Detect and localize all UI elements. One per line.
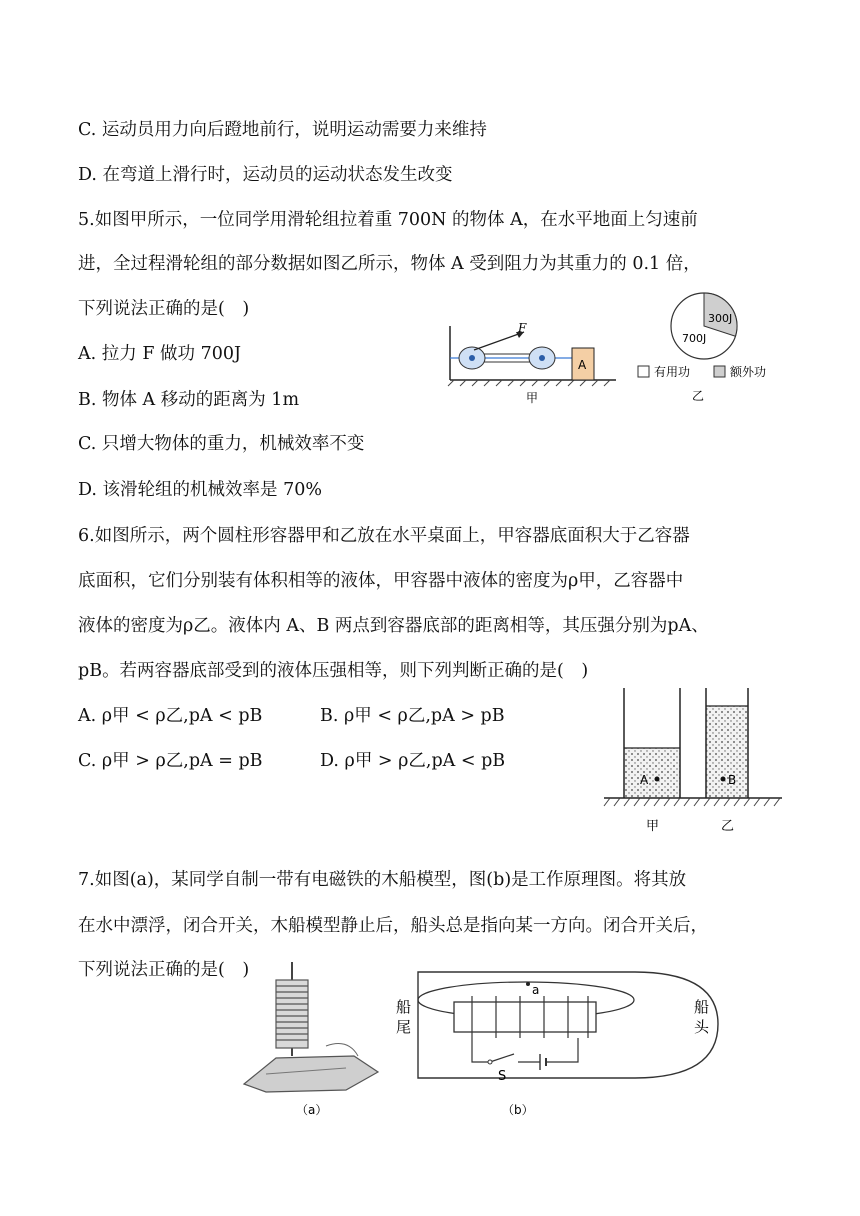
q5-option-d: D. 该滑轮组的机械效率是 70%	[78, 480, 322, 500]
boat-circuit-figure	[392, 962, 728, 1122]
work-pie-figure	[632, 292, 792, 404]
q5-option-a: A. 拉力 F 做功 700J	[78, 344, 242, 364]
legend-extra-label: 额外功	[730, 365, 767, 379]
q6-option-c: C. ρ甲 > ρ乙,pA = pB	[78, 751, 263, 771]
block-a-label: A	[578, 358, 587, 372]
q6-stem-line-3: 液体的密度为ρ乙。液体内 A、B 两点到容器底部的距离相等，其压强分别为pA、	[78, 616, 709, 636]
figure-b-caption: （b）	[502, 1103, 534, 1117]
point-a-label: A	[640, 773, 649, 787]
q5-stem-line-3: 下列说法正确的是( )	[78, 299, 250, 319]
point-b-label: B	[728, 773, 737, 787]
q5-stem-line-1: 5.如图甲所示，一位同学用滑轮组拉着重 700N 的物体 A，在水平地面上匀速前	[78, 210, 698, 230]
q7-stem-line-1: 7.如图(a)，某同学自制一带有电磁铁的木船模型，图(b)是工作原理图。将其放	[78, 870, 687, 890]
q6-stem-line-4: pB。若两容器底部受到的液体压强相等，则下列判断正确的是( )	[78, 661, 589, 681]
stern-label-1: 船	[396, 998, 412, 1016]
boat-model-figure	[236, 960, 396, 1120]
bow-label-1: 船	[694, 998, 710, 1016]
q6-stem-line-1: 6.如图所示，两个圆柱形容器甲和乙放在水平桌面上，甲容器底面积大于乙容器	[78, 526, 690, 546]
legend-useful-swatch	[638, 366, 649, 377]
q4-option-c: C. 运动员用力向后蹬地前行，说明运动需要力来维持	[78, 120, 487, 140]
point-a-label: a	[532, 983, 540, 997]
switch-label: S	[498, 1069, 507, 1084]
q4-option-d: D. 在弯道上滑行时，运动员的运动状态发生改变	[78, 165, 453, 185]
q7-stem-line-2: 在水中漂浮，闭合开关，木船模型静止后，船头总是指向某一方向。闭合开关后，	[78, 916, 708, 936]
q5-stem-line-2: 进，全过程滑轮组的部分数据如图乙所示，物体 A 受到阻力为其重力的 0.1 倍，	[78, 254, 701, 274]
figure-yi-caption: 乙	[692, 389, 705, 403]
q6-stem-line-2: 底面积，它们分别装有体积相等的液体，甲容器中液体的密度为ρ甲，乙容器中	[78, 571, 684, 591]
force-label: F	[518, 321, 527, 335]
containers-figure	[600, 686, 786, 834]
switch-s	[490, 1054, 514, 1062]
iron-core	[454, 1002, 596, 1032]
figure-jia-caption: 甲	[526, 391, 539, 405]
liquid-yi	[706, 706, 748, 798]
q6-option-d: D. ρ甲 > ρ乙,pA < pB	[320, 751, 506, 771]
stern-label-2: 尾	[396, 1018, 412, 1036]
pulley-figure	[444, 318, 624, 408]
q6-option-a: A. ρ甲 < ρ乙,pA < pB	[78, 706, 263, 726]
point-a-dot	[655, 777, 660, 782]
figure-a-caption: （a）	[296, 1103, 328, 1117]
liquid-jia	[624, 748, 680, 798]
extra-work-value: 300J	[708, 312, 733, 325]
legend-extra-swatch	[714, 366, 725, 377]
useful-work-value: 700J	[682, 332, 707, 345]
point-b-dot	[721, 777, 726, 782]
q5-option-c: C. 只增大物体的重力，机械效率不变	[78, 434, 365, 454]
q5-option-b: B. 物体 A 移动的距离为 1m	[78, 390, 300, 410]
container-yi-caption: 乙	[721, 819, 735, 834]
container-jia-caption: 甲	[646, 819, 660, 834]
bow-label-2: 头	[694, 1018, 710, 1036]
legend-useful-label: 有用功	[654, 365, 691, 379]
q6-option-b: B. ρ甲 < ρ乙,pA > pB	[320, 706, 505, 726]
q7-stem-line-3: 下列说法正确的是( )	[78, 960, 250, 980]
